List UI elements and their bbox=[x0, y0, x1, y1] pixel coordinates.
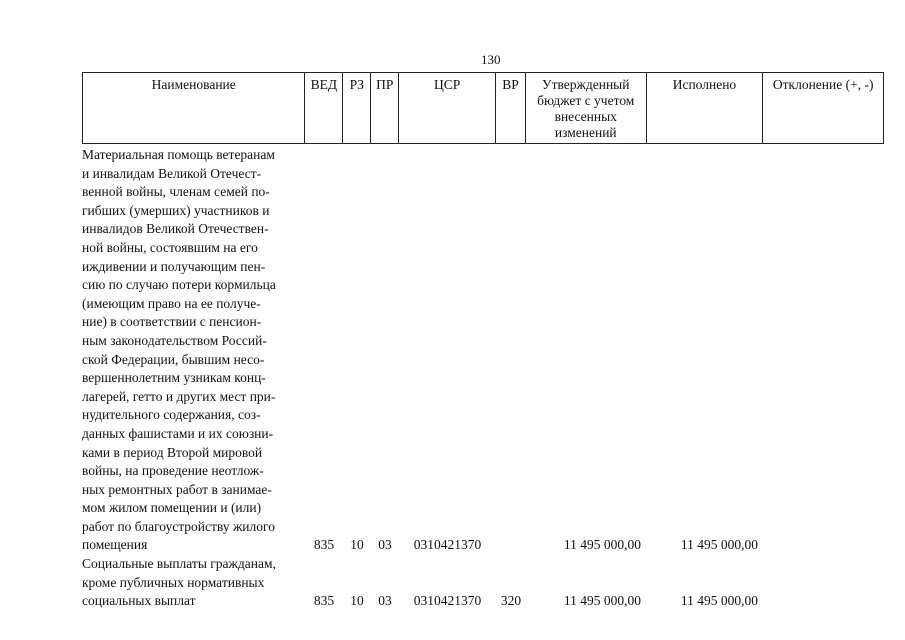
header-name: Наименование bbox=[83, 73, 305, 143]
row-executed: 11 495 000,00 bbox=[680, 593, 758, 609]
row-pr: 03 bbox=[378, 537, 392, 553]
row-csr: 0310421370 bbox=[413, 593, 482, 609]
row-csr: 0310421370 bbox=[413, 537, 482, 553]
header-executed: Исполнено bbox=[647, 73, 764, 143]
row-ved: 835 bbox=[313, 593, 335, 609]
header-rz: РЗ bbox=[343, 73, 371, 143]
page-number: 130 bbox=[481, 52, 501, 67]
header-budget: Утвержденный бюджет с учетом внесенных изменений bbox=[526, 73, 647, 143]
row-vr: 320 bbox=[500, 593, 522, 609]
header-csr: ЦСР bbox=[399, 73, 496, 143]
row-rz: 10 bbox=[350, 593, 364, 609]
row-ved: 835 bbox=[313, 537, 335, 553]
header-deviation: Отклонение (+, -) bbox=[772, 77, 874, 92]
row-budget: 11 495 000,00 bbox=[563, 537, 641, 553]
row-rz: 10 bbox=[350, 537, 364, 553]
header-pr: ПР bbox=[371, 73, 399, 143]
table-header bbox=[82, 72, 884, 144]
row-pr: 03 bbox=[378, 593, 392, 609]
row-budget: 11 495 000,00 bbox=[563, 593, 641, 609]
row-name: Социальные выплаты гражданам, кроме публичных нормативных социальных выплат bbox=[82, 556, 276, 609]
budget-table bbox=[82, 72, 884, 611]
table-row bbox=[82, 555, 884, 611]
header-vr: ВР bbox=[496, 73, 526, 143]
header-ved: ВЕД bbox=[305, 73, 343, 143]
row-executed: 11 495 000,00 bbox=[680, 537, 758, 553]
row-name: Материальная помощь ветеранам и инвалидам Великой Отечест- венной войны, членам семей по- гибших (умерших) участников и инвалидов Великой Отечествен- ной войны, состоявшим на его иждивении и получающим пен- сию по случаю потери кормильца (имеющим право на ее получе- ние) в соответствии с пенсион- ным законодательством Россий- ской Федерации, бывшим несо- вершеннолетним узникам конц- лагерей, гетто и других мест при- нудительного содержания, соз- данных фашистами и их союзни- ками в период Второй мировой войны, на проведение неотлож- ных ремонтных работ в занимае- мом жилом помещении и (или) работ по благоустройству жилого помещения bbox=[82, 147, 276, 553]
table-row bbox=[82, 146, 884, 555]
